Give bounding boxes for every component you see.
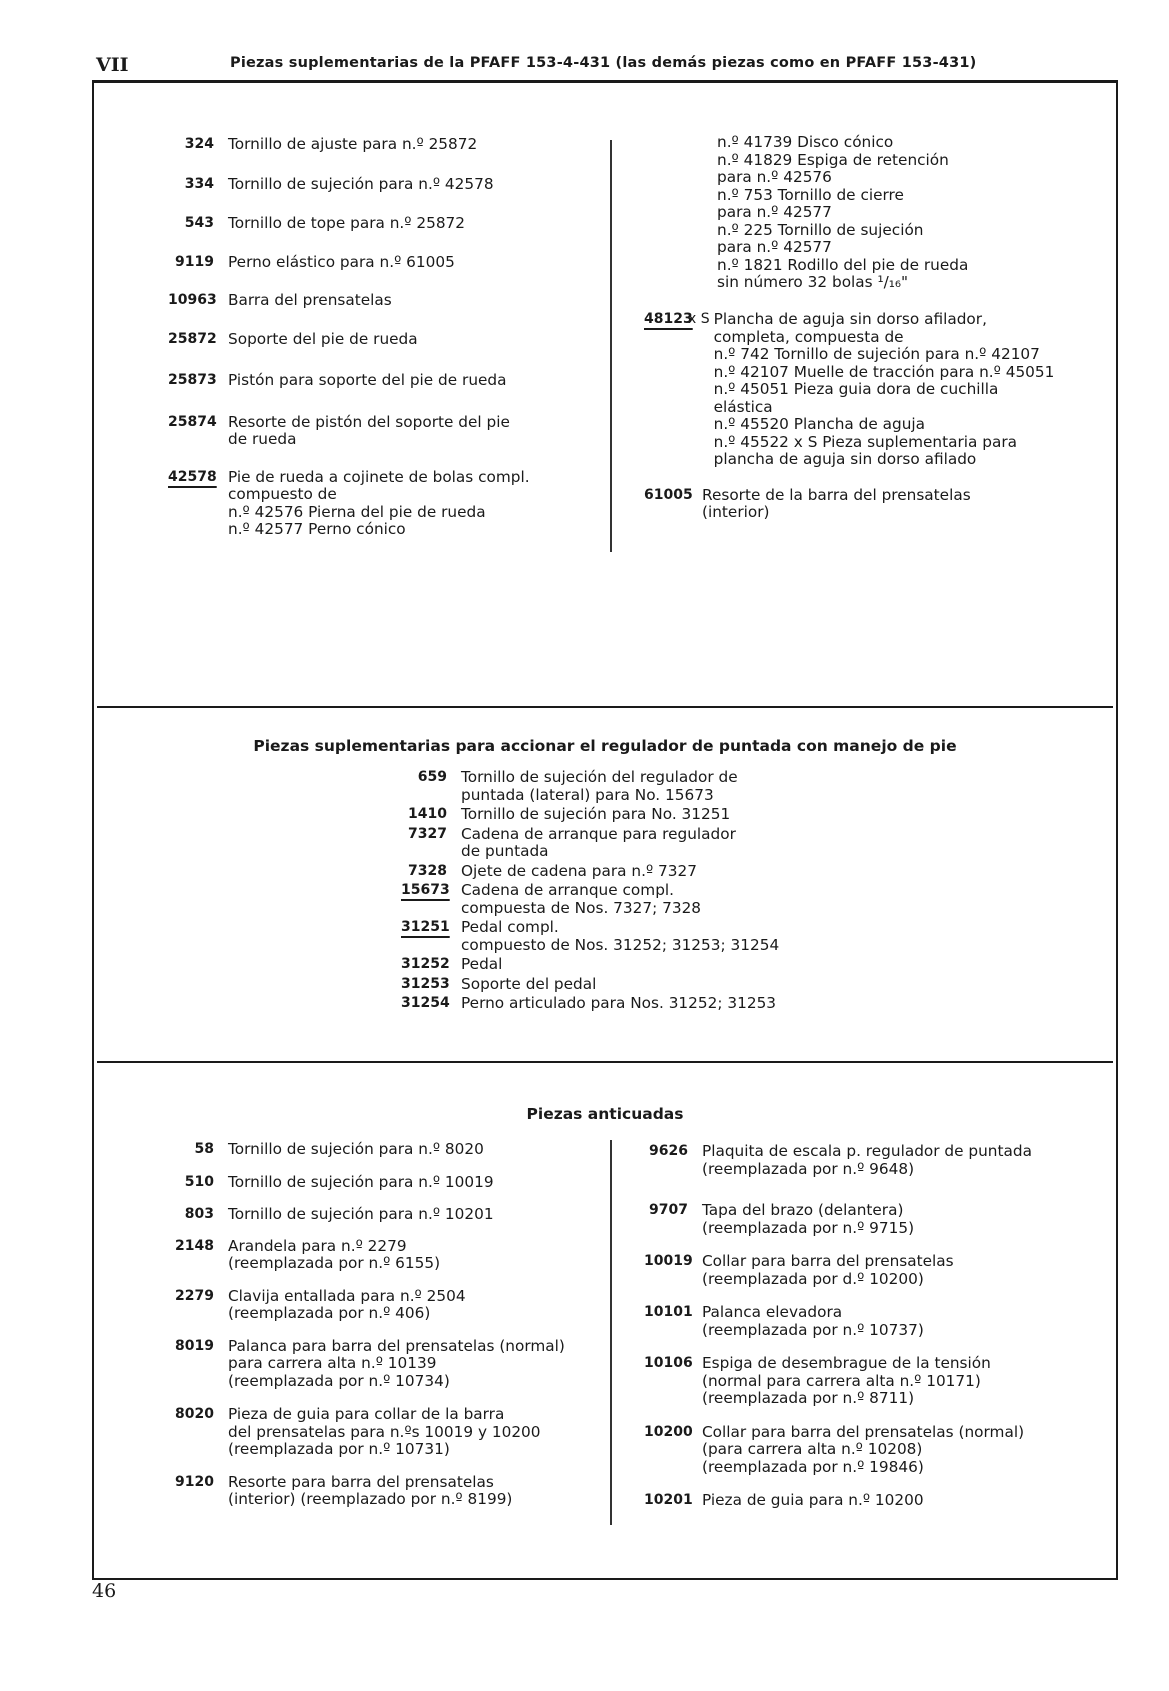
list-item <box>168 1474 600 1509</box>
list-item <box>401 863 921 881</box>
part-number: 9707 <box>649 1202 688 1218</box>
part-suffix: x S <box>688 311 710 327</box>
part-description: Tornillo de tope para n.º 25872 <box>228 214 466 232</box>
part-number: 61005 <box>644 486 693 503</box>
list-item <box>644 1143 1104 1178</box>
list-item <box>168 254 588 272</box>
part-number: 31252 <box>401 956 450 972</box>
part-number: 8019 <box>175 1337 214 1354</box>
part-description: Plaquita de escala p. regulador de puntada (reemplazada por n.º 9648) <box>702 1142 1032 1178</box>
part-description: Pedal compl. compuesto de Nos. 31252; 31253; 31254 <box>461 918 780 954</box>
part-description: Tornillo de sujeción para n.º 8020 <box>228 1140 484 1158</box>
part-number: 9120 <box>175 1473 214 1490</box>
list-item <box>644 311 1104 469</box>
part-description: Plancha de aguja sin dorso afilador, completa, compuesta de n.º 742 Tornillo de sujeción para n.º 42107 n.º 42107 Muelle de tracción para n.º 45051 n.º 45051 Pieza guia dora de cuchilla elástica n.º 45520 Plancha de aguja n.º 45522 x S Pieza suplementaria para plancha de aguja sin dorso afilado <box>713 310 1055 468</box>
part-number: 31251 <box>401 919 450 935</box>
list-item <box>401 995 921 1013</box>
section-divider <box>97 1061 1113 1063</box>
list-item <box>401 976 921 994</box>
part-number: 7327 <box>408 825 447 842</box>
column-divider <box>610 1140 612 1525</box>
list-item <box>168 1406 600 1459</box>
part-description: Palanca para barra del prensatelas (normal) para carrera alta n.º 10139 (reemplazada por n.º 10734) <box>228 1336 565 1390</box>
list-item <box>168 414 588 449</box>
page-title: Piezas suplementarias de la PFAFF 153-4-431 (las demás piezas como en PFAFF 153-431) <box>230 55 977 71</box>
part-number: 48123 <box>644 311 693 327</box>
list-item <box>401 956 921 974</box>
list-item <box>168 1338 600 1391</box>
part-description: Resorte de pistón del soporte del pie de rueda <box>228 412 510 448</box>
section-divider <box>97 706 1113 708</box>
list-item <box>401 826 921 861</box>
part-number: 31253 <box>401 975 450 992</box>
part-number: 31254 <box>401 995 450 1011</box>
list-item <box>644 1304 1104 1339</box>
section1-right-list <box>644 311 1104 522</box>
part-number: 8020 <box>175 1406 214 1422</box>
part-number: 659 <box>417 769 447 785</box>
part-number: 10019 <box>644 1253 693 1269</box>
section3-title: Piezas anticuadas <box>526 1105 684 1123</box>
list-item <box>401 769 921 804</box>
section2-list <box>401 769 921 1013</box>
section1-right-sublist: n.º 41739 Disco cónico n.º 41829 Espiga de retención para n.º 42576 n.º 753 Tornillo de cierre para n.º 42577 n.º 225 Tornillo de sujeción para n.º 42577 n.º 1821 Rodillo del pie de rueda sin número 32 bolas ¹/₁₆" <box>717 133 969 291</box>
part-description: Palanca elevadora (reemplazada por n.º 10737) <box>702 1303 924 1339</box>
part-description: Pie de rueda a cojinete de bolas compl. compuesto de n.º 42576 Pierna del pie de rueda n.º 42577 Perno cónico <box>228 467 530 538</box>
list-item <box>168 469 588 539</box>
list-item <box>644 1202 1104 1237</box>
part-number: 25872 <box>168 330 217 347</box>
list-item <box>168 1174 600 1192</box>
list-item <box>644 487 1104 522</box>
part-number: 2279 <box>175 1287 214 1304</box>
section1-left-list <box>168 136 588 539</box>
part-description: Arandela para n.º 2279 (reemplazada por n.º 6155) <box>228 1236 441 1272</box>
part-description: Perno elástico para n.º 61005 <box>228 252 455 271</box>
part-description: Resorte para barra del prensatelas (interior) (reemplazado por n.º 8199) <box>228 1472 513 1508</box>
part-number: 7328 <box>408 862 447 879</box>
part-description: Resorte de la barra del prensatelas (interior) <box>702 485 971 521</box>
part-number: 58 <box>194 1141 214 1157</box>
part-description: Tornillo de ajuste para n.º 25872 <box>228 135 478 153</box>
part-number: 42578 <box>168 468 217 485</box>
part-number: 15673 <box>401 882 450 898</box>
part-description: Ojete de cadena para n.º 7327 <box>461 861 697 880</box>
part-description: Collar para barra del prensatelas (reemplazada por d.º 10200) <box>702 1252 954 1288</box>
column-divider <box>610 140 612 552</box>
section3-left-list <box>168 1141 600 1509</box>
list-item <box>644 1492 1104 1510</box>
part-description: Pedal <box>461 955 503 973</box>
part-number: 9119 <box>175 253 214 270</box>
part-number: 25873 <box>168 372 217 388</box>
part-description: Tornillo de sujeción del regulador de puntada (lateral) para No. 15673 <box>461 768 738 804</box>
part-number: 10201 <box>644 1492 693 1508</box>
part-number: 9626 <box>649 1143 688 1159</box>
part-description: Barra del prensatelas <box>228 291 392 309</box>
part-description: Pistón para soporte del pie de rueda <box>228 371 507 389</box>
part-description: Soporte del pie de rueda <box>228 329 418 348</box>
part-number: 510 <box>184 1173 214 1190</box>
part-description: Soporte del pedal <box>461 974 597 993</box>
part-number: 324 <box>184 136 214 152</box>
part-description: Cadena de arranque compl. compuesta de Nos. 7327; 7328 <box>461 881 702 917</box>
section3-right-list <box>644 1143 1104 1510</box>
part-description: Perno articulado para Nos. 31252; 31253 <box>461 994 777 1012</box>
list-item <box>168 1288 600 1323</box>
part-number: 10963 <box>168 292 217 308</box>
list-item <box>168 136 588 154</box>
part-number: 10101 <box>644 1304 693 1320</box>
list-item <box>168 331 588 349</box>
part-description: Tornillo de sujeción para n.º 42578 <box>228 174 494 193</box>
list-item <box>168 215 588 233</box>
part-number: 543 <box>184 215 214 231</box>
list-item <box>644 1355 1104 1408</box>
part-description: Tornillo de sujeción para n.º 10201 <box>228 1205 494 1223</box>
list-item <box>644 1424 1104 1477</box>
list-item <box>644 1253 1104 1288</box>
part-number: 803 <box>184 1206 214 1222</box>
section2-title: Piezas suplementarias para accionar el regulador de puntada con manejo de pie <box>253 737 957 755</box>
part-description: Clavija entallada para n.º 2504 (reemplazada por n.º 406) <box>228 1286 466 1322</box>
part-number: 10200 <box>644 1423 693 1440</box>
part-description: Tornillo de sujeción para No. 31251 <box>461 805 731 823</box>
part-number: 10106 <box>644 1355 693 1371</box>
list-item <box>168 372 588 390</box>
list-item <box>401 882 921 917</box>
part-number: 25874 <box>168 413 217 430</box>
list-item <box>168 1141 600 1159</box>
part-description: Cadena de arranque para regulador de puntada <box>461 824 736 860</box>
chapter-number: VII <box>96 54 129 76</box>
list-item <box>168 292 588 310</box>
list-item <box>168 176 588 194</box>
part-description: Tapa del brazo (delantera) (reemplazada por n.º 9715) <box>702 1201 915 1237</box>
part-number: 334 <box>184 175 214 192</box>
part-number: 1410 <box>408 806 447 822</box>
list-item <box>168 1206 600 1224</box>
part-description: Pieza de guia para collar de la barra del prensatelas para n.ºs 10019 y 10200 (reemplazada por n.º 10731) <box>228 1405 541 1458</box>
list-item <box>401 919 921 954</box>
part-description: Collar para barra del prensatelas (normal) (para carrera alta n.º 10208) (reemplazada por n.º 19846) <box>702 1422 1025 1476</box>
part-description: Pieza de guia para n.º 10200 <box>702 1491 924 1509</box>
list-item <box>168 1238 600 1273</box>
part-number: 2148 <box>175 1237 214 1254</box>
part-description: Tornillo de sujeción para n.º 10019 <box>228 1172 494 1191</box>
part-description: Espiga de desembrague de la tensión (normal para carrera alta n.º 10171) (reemplazada por n.º 8711) <box>702 1354 991 1407</box>
page-number: 46 <box>92 1580 117 1602</box>
list-item <box>401 806 921 824</box>
